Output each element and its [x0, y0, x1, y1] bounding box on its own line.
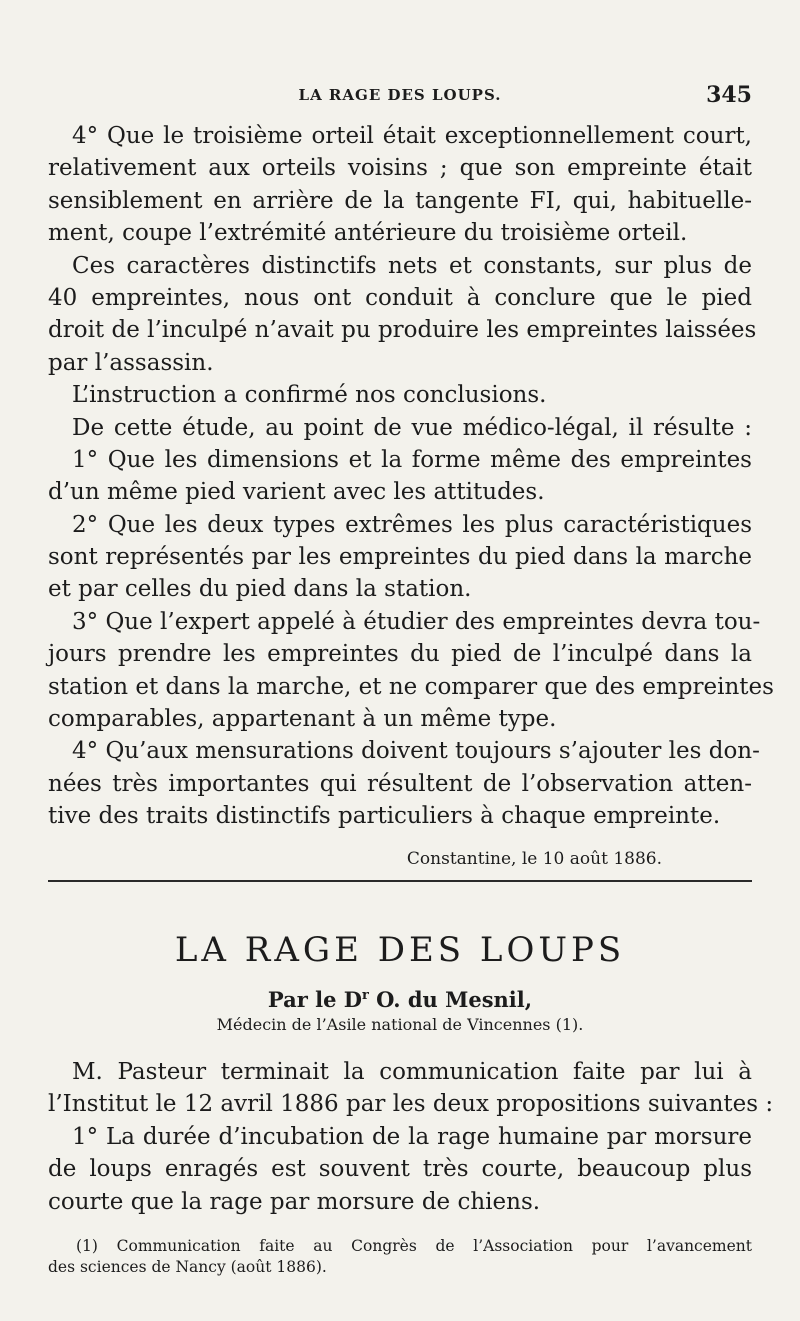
footnote-line: des sciences de Nancy (août 1886). [48, 1258, 327, 1276]
running-title: LA RAGE DES LOUPS. [298, 86, 502, 104]
text-line: 2° Que les deux types extrêmes les plus caractéristiques [72, 511, 752, 538]
byline [48, 982, 752, 1014]
text-line: station et dans la marche, et ne comparer que des empreintes [48, 673, 774, 700]
text-line: relativement aux orteils voisins ; que son empreinte était [48, 155, 752, 182]
author-name: O. du Mesnil, [368, 987, 533, 1012]
section-divider [48, 880, 752, 882]
text-line: courte que la rage par morsure de chiens. [48, 1188, 541, 1215]
text-line: sont représentés par les empreintes du pied dans la marche [48, 544, 752, 571]
text-line: droit de l’inculpé n’avait pu produire les empreintes laissées [48, 317, 757, 344]
text-line: de loups enragés est souvent très courte, beaucoup plus [48, 1156, 752, 1183]
text-line: 1° La durée d’incubation de la rage humaine par morsure [72, 1123, 752, 1150]
text-line: tive des traits distinctifs particuliers à chaque empreinte. [48, 803, 721, 830]
text-line: l’Institut le 12 avril 1886 par les deux propositions suivantes : [48, 1091, 774, 1118]
footnote-line: (1) Communication faite au Congrès de l’Association pour l’avancement [76, 1237, 752, 1255]
text-line: ment, coupe l’extrémité antérieure du troisième orteil. [48, 220, 688, 247]
byline-prefix: Par le D [267, 987, 362, 1012]
text-line: M. Pasteur terminait la communication faite par lui à [72, 1059, 752, 1085]
body-text-top [48, 120, 774, 833]
footnote [48, 1236, 752, 1278]
text-line: par l’assassin. [48, 349, 214, 376]
text-line: Ces caractères distinctifs nets et constants, sur plus de [72, 252, 752, 279]
text-line: 4° Qu’aux mensurations doivent toujours s’ajouter les don- [72, 738, 760, 765]
running-head [48, 82, 752, 114]
text-line: L’instruction a confirmé nos conclusions. [72, 382, 547, 409]
text-line: sensiblement en arrière de la tangente FI, qui, habituelle- [48, 187, 752, 214]
text-line: jours prendre les empreintes du pied de l’inculpé dans la [48, 641, 752, 668]
text-line: De cette étude, au point de vue médico-légal, il résulte : [72, 414, 752, 441]
text-line: et par celles du pied dans la station. [48, 576, 472, 603]
byline-sup: r [361, 988, 369, 1003]
article-title: LA RAGE DES LOUPS [174, 930, 626, 970]
text-line: nées très importantes qui résultent de l’observation atten- [48, 770, 752, 797]
text-line: 3° Que l’expert appelé à étudier des empreintes devra tou- [72, 608, 761, 635]
author-affiliation: Médecin de l’Asile national de Vincennes (1). [216, 1015, 584, 1034]
text-line: 1° Que les dimensions et la forme même des empreintes [72, 446, 752, 473]
page-number: 345 [706, 82, 752, 108]
text-line: comparables, appartenant à un même type. [48, 706, 557, 733]
text-line: d’un même pied varient avec les attitudes. [48, 479, 545, 506]
body-text-bottom [48, 1056, 774, 1218]
text-line: 4° Que le troisième orteil était exceptionnellement court, [72, 123, 752, 149]
text-line: 40 empreintes, nous ont conduit à conclure que le pied [48, 284, 752, 311]
signature-date: Constantine, le 10 août 1886. [406, 849, 662, 869]
